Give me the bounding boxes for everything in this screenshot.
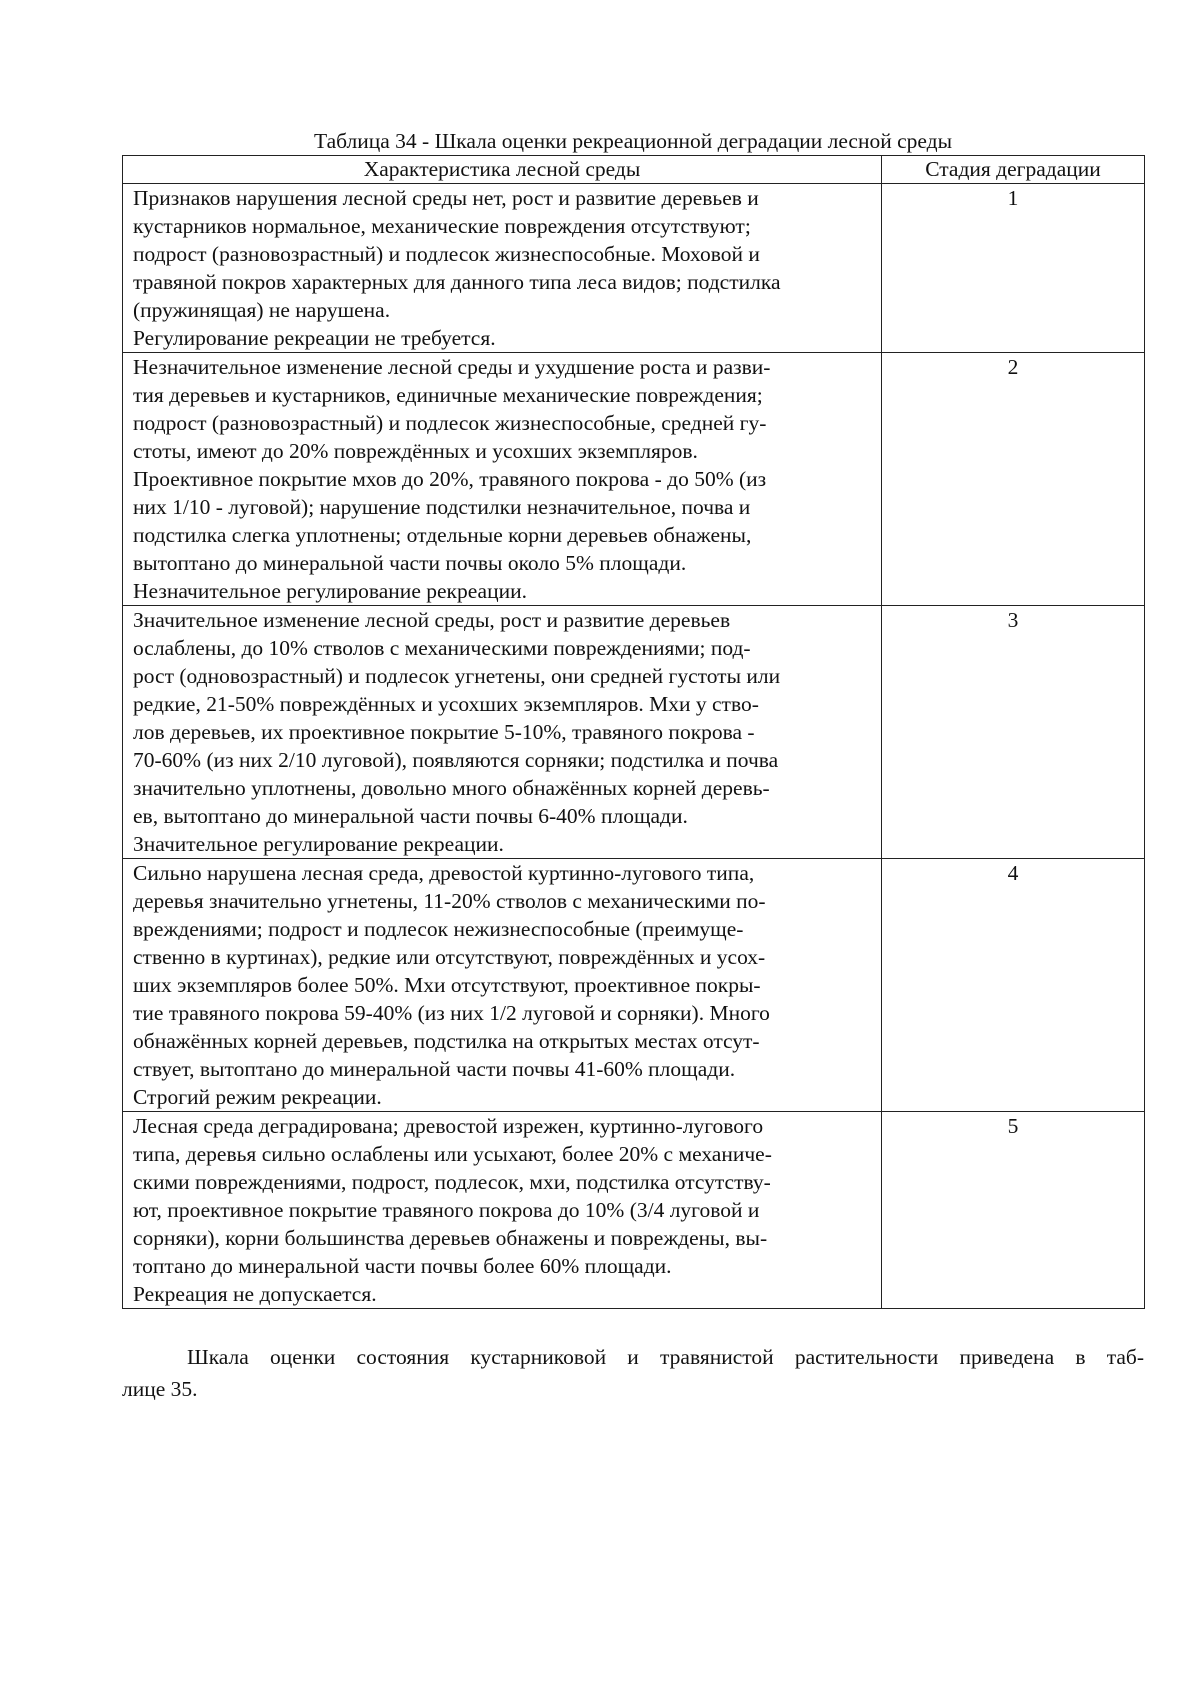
text-line: Значительное изменение лесной среды, рост и развитие деревьев	[133, 608, 731, 632]
table-row	[123, 859, 1145, 1112]
characteristic-cell	[123, 353, 882, 606]
text-line: Значительное регулирование рекреации.	[133, 832, 504, 856]
text-line: ют, проективное покрытие травяного покрова до 10% (3/4 луговой и	[133, 1198, 760, 1222]
text-line: типа, деревья сильно ослаблены или усыхают, более 20% с механиче-	[133, 1142, 772, 1166]
text-line: Сильно нарушена лесная среда, древостой куртинно-лугового типа,	[133, 861, 755, 885]
stage-cell: 1	[882, 184, 1145, 353]
text-line: Незначительное регулирование рекреации.	[133, 579, 527, 603]
stage-cell: 2	[882, 353, 1145, 606]
text-line: топтано до минеральной части почвы более 60% площади.	[133, 1254, 672, 1278]
text-line: Рекреация не допускается.	[133, 1282, 377, 1306]
text-line: лов деревьев, их проективное покрытие 5-10%, травяного покрова -	[133, 720, 755, 744]
text-line: Проективное покрытие мхов до 20%, травяного покрова - до 50% (из	[133, 467, 767, 491]
text-line: подрост (разновозрастный) и подлесок жизнеспособные, средней гу-	[133, 411, 767, 435]
text-line: Лесная среда деградирована; древостой изрежен, куртинно-лугового	[133, 1114, 764, 1138]
text-line: скими повреждениями, подрост, подлесок, мхи, подстилка отсутству-	[133, 1170, 771, 1194]
text-line: редкие, 21-50% повреждённых и усохших экземпляров. Мхи у ство-	[133, 692, 759, 716]
text-line: подрост (разновозрастный) и подлесок жизнеспособные. Моховой и	[133, 242, 760, 266]
table-caption: Таблица 34 - Шкала оценки рекреационной деградации лесной среды	[313, 129, 953, 153]
stage-cell: 5	[882, 1112, 1145, 1309]
characteristic-cell	[123, 184, 882, 353]
text-line: Регулирование рекреации не требуется.	[133, 326, 496, 350]
table-row	[123, 1112, 1145, 1309]
text-line: ственно в куртинах), редкие или отсутствуют, повреждённых и усох-	[133, 945, 766, 969]
text-line: стоты, имеют до 20% повреждённых и усохших экземпляров.	[133, 439, 698, 463]
paragraph-line: Шкала оценки состояния кустарниковой и травянистой растительности приведена в таб-	[187, 1345, 1144, 1369]
text-line: сорняки), корни большинства деревьев обнажены и повреждены, вы-	[133, 1226, 768, 1250]
text-line: вытоптано до минеральной части почвы около 5% площади.	[133, 551, 687, 575]
text-line: Признаков нарушения лесной среды нет, рост и развитие деревьев и	[133, 186, 759, 210]
body-paragraph	[122, 1341, 1144, 1405]
characteristic-cell	[123, 859, 882, 1112]
table-row	[123, 606, 1145, 859]
degradation-scale-table	[122, 155, 1145, 1309]
text-line: вреждениями; подрост и подлесок нежизнеспособные (преимуще-	[133, 917, 744, 941]
text-line: них 1/10 - луговой); нарушение подстилки незначительное, почва и	[133, 495, 751, 519]
text-line: ших экземпляров более 50%. Мхи отсутствуют, проективное покры-	[133, 973, 761, 997]
text-line: тие травяного покрова 59-40% (из них 1/2 луговой и сорняки). Много	[133, 1001, 770, 1025]
table-row	[123, 184, 1145, 353]
stage-cell: 4	[882, 859, 1145, 1112]
text-line: кустарников нормальное, механические повреждения отсутствуют;	[133, 214, 751, 238]
text-line: обнажённых корней деревьев, подстилка на открытых местах отсут-	[133, 1029, 760, 1053]
text-line: подстилка слегка уплотнены; отдельные корни деревьев обнажены,	[133, 523, 752, 547]
characteristic-cell	[123, 606, 882, 859]
text-line: травяной покров характерных для данного типа леса видов; подстилка	[133, 270, 781, 294]
table-header-row	[123, 156, 1145, 184]
characteristic-cell	[123, 1112, 882, 1309]
column-header-stage: Стадия деградации	[882, 156, 1145, 184]
text-line: ствует, вытоптано до минеральной части почвы 41-60% площади.	[133, 1057, 736, 1081]
text-line: тия деревьев и кустарников, единичные механические повреждения;	[133, 383, 763, 407]
paragraph-line: лице 35.	[122, 1377, 198, 1401]
table-row	[123, 353, 1145, 606]
column-header-characteristic: Характеристика лесной среды	[123, 156, 882, 184]
text-line: значительно уплотнены, довольно много обнажённых корней деревь-	[133, 776, 770, 800]
text-line: Строгий режим рекреации.	[133, 1085, 382, 1109]
text-line: ослаблены, до 10% стволов с механическими повреждениями; под-	[133, 636, 751, 660]
stage-cell: 3	[882, 606, 1145, 859]
text-line: деревья значительно угнетены, 11-20% стволов с механическими по-	[133, 889, 766, 913]
text-line: 70-60% (из них 2/10 луговой), появляются сорняки; подстилка и почва	[133, 748, 779, 772]
text-line: Незначительное изменение лесной среды и ухудшение роста и разви-	[133, 355, 771, 379]
text-line: ев, вытоптано до минеральной части почвы 6-40% площади.	[133, 804, 688, 828]
text-line: рост (одновозрастный) и подлесок угнетены, они средней густоты или	[133, 664, 781, 688]
text-line: (пружинящая) не нарушена.	[133, 298, 391, 322]
